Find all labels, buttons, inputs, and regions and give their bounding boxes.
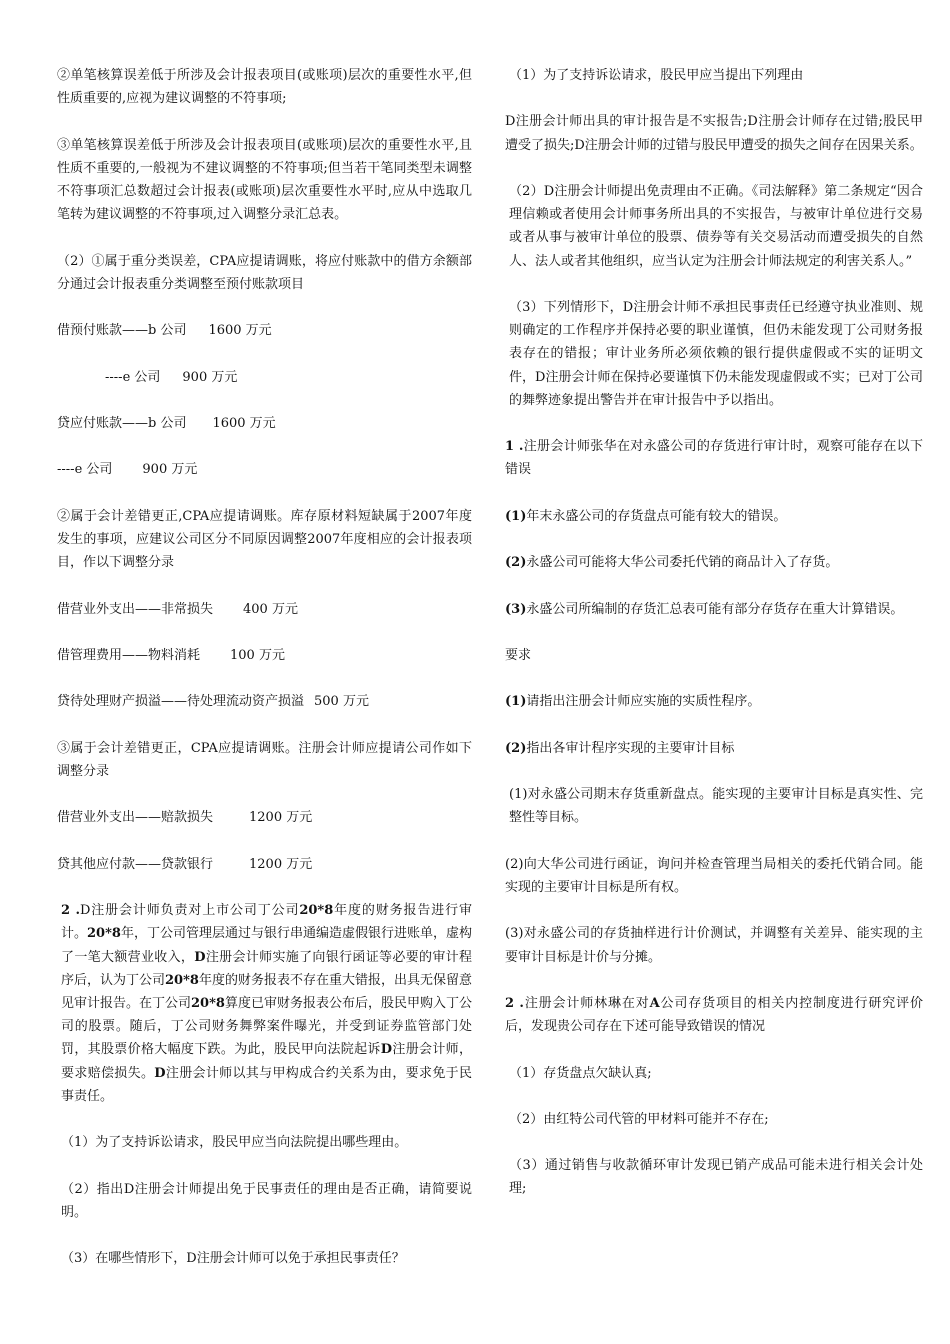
question-number: 2 .	[61, 903, 80, 919]
item-text: 年末永盛公司的存货盘点可能有较大的错误。	[526, 508, 787, 524]
condition-item: （1）存货盘点欠缺认真;	[509, 1065, 652, 1081]
journal-entry	[57, 806, 472, 829]
entry-amount: 900 万元	[182, 369, 238, 385]
question-1	[505, 435, 923, 481]
question-2	[57, 899, 472, 1108]
journal-entry	[57, 458, 472, 481]
answer-item: (2)向大华公司进行函证，询问并检查管理当局相关的委托代销合同。能实现的主要审计目标是所有权。	[505, 856, 923, 895]
entry-account: 借营业外支出——赔款损失	[57, 810, 214, 826]
requirement-item	[505, 690, 923, 713]
paragraph: ②单笔核算误差低于所涉及会计报表项目(或账项)层次的重要性水平,但性质重要的,应视为建议调整的不符事项;	[57, 68, 472, 107]
answer-1-heading: （1）为了支持诉讼请求，股民甲应当提出下列理由	[509, 68, 804, 83]
item-number: (3)	[505, 601, 527, 617]
item-number: (1)	[505, 508, 527, 524]
inline-bold: D	[380, 1042, 393, 1058]
text-run: 注册会计师张华在对永盛公司的存货进行审计时，观察可能存在以下错误	[505, 439, 923, 478]
inline-bold: 20*8	[299, 903, 334, 919]
error-item	[505, 505, 923, 528]
entry-account: 借预付账款——b 公司	[57, 323, 187, 339]
journal-entry	[57, 853, 472, 876]
question-number: 2 .	[505, 995, 524, 1011]
item-number: (2)	[505, 740, 527, 756]
text-run: 年，丁公司管理层通过与银行串通编造虚假银行进账单，虚构了一笔大额营业收入，	[61, 926, 472, 965]
entry-amount: 500 万元	[314, 694, 369, 710]
condition-item: （3）通过销售与收款循环审计发现已销产成品可能未进行相关会计处理;	[509, 1158, 923, 1197]
text-run: 年度的财务报表不存在重大错报，出具无保留意见审计报告。在丁公司	[61, 972, 472, 1011]
paragraph: （2）①属于重分类误差，CPA应提请调账，将应付账款中的借方余额部分通过会计报表重分类调整至预付账款项目	[57, 253, 472, 292]
question-number: 1 .	[505, 439, 524, 455]
entry-account: 借营业外支出——非常损失	[57, 601, 214, 617]
item-text: 请指出注册会计师应实施的实质性程序。	[526, 694, 761, 710]
answer-3: （3）下列情形下，D注册会计师不承担民事责任已经遵守执业准则、规则确定的工作程序并保持必要的职业谨慎，但仍未能发现丁公司财务报表存在的错报；审计业务所必须依赖的银行提供虚假或不实的证明文件，D注册会计师在保持必要谨慎下仍未能发现虚假或不实；已对丁公司的舞弊迹象提出警告并在审计报告中予以指出。	[509, 299, 923, 408]
item-number: (2)	[505, 555, 527, 571]
journal-entry	[57, 598, 472, 621]
inline-bold: 20*8	[191, 995, 225, 1011]
text-run: 注册会计师林琳在对	[523, 995, 650, 1011]
item-text: 指出各审计程序实现的主要审计目标	[526, 740, 735, 756]
sub-question: （2）指出D注册会计师提出免于民事责任的理由是否正确，请简要说明。	[61, 1181, 472, 1220]
journal-entry	[57, 319, 472, 342]
entry-account: 贷其他应付款——贷款银行	[57, 856, 214, 872]
entry-amount: 1200 万元	[249, 856, 313, 872]
item-text: 永盛公司所编制的存货汇总表可能有部分存货存在重大计算错误。	[526, 601, 904, 617]
answer-item: (3)对永盛公司的存货抽样进行计价测试，并调整有关差异、能实现的主要审计目标是计价与分摊。	[505, 926, 923, 965]
item-number: (1)	[505, 694, 527, 710]
journal-entry	[57, 366, 472, 389]
journal-entry	[57, 644, 472, 667]
entry-amount: 1600 万元	[212, 415, 276, 431]
answer-1-body: D注册会计师出具的审计报告是不实报告;D注册会计师存在过错;股民甲遭受了损失;D注册会计师的过错与股民甲遭受的损失之间存在因果关系。	[505, 114, 923, 153]
inline-bold: D	[194, 949, 206, 965]
paragraph: ③属于会计差错更正，CPA应提请调账。注册会计师应提请公司作如下调整分录	[57, 740, 472, 779]
entry-account: 借管理费用——物料消耗	[57, 647, 201, 663]
inline-bold: A	[649, 995, 660, 1011]
paragraph: ②属于会计差错更正,CPA应提请调账。库存原材料短缺属于2007年度发生的事项，应建议公司区分不同原因调整2007年度相应的会计报表项目，作以下调整分录	[57, 508, 472, 571]
entry-amount: 1600 万元	[208, 323, 272, 339]
entry-account: ----e 公司	[57, 462, 113, 478]
entry-amount: 900 万元	[142, 462, 198, 478]
entry-amount: 400 万元	[243, 601, 298, 617]
text-run: D注册会计师负责对上市公司丁公司	[79, 903, 300, 919]
right-column	[505, 64, 923, 1201]
text-run: 年度的财务报告进行审计。	[61, 903, 472, 942]
entry-amount: 100 万元	[230, 647, 285, 663]
requirement-item	[505, 737, 923, 760]
text-run: 注册会计师实施了向银行函证等必要的审计程序后，认为丁公司	[61, 949, 472, 988]
answer-2: （2）D注册会计师提出免责理由不正确。《司法解释》第二条规定“因合理信赖或者使用会计师事务所出具的不实报告，与被审计单位进行交易或者从事与被审计单位的股票、债券等有关交易活动而遭受损失的自然人、法人或者其他组织，应当认定为注册会计师法规定的利害关系人。”	[509, 183, 923, 269]
sub-question: （1）为了支持诉讼请求，股民甲应当向法院提出哪些理由。	[61, 1135, 408, 1151]
sub-question: （3）在哪些情形下，D注册会计师可以免于承担民事责任？	[61, 1251, 405, 1267]
text-run: 注册会计师以其与甲构成合约关系为由，要求免于民事责任。	[61, 1065, 472, 1104]
question-2	[505, 992, 923, 1038]
journal-entry	[57, 690, 472, 713]
text-run: 算度已审财务报表公布后，股民甲购入丁公司的股票。随后，丁公司财务舞弊案件曝光，并受到证券监管部门处罚，其股票价格大幅度下跌。为此，股民甲向法院起诉	[61, 995, 472, 1058]
inline-bold: 20*8	[165, 972, 199, 988]
item-text: 永盛公司可能将大华公司委托代销的商品计入了存货。	[526, 555, 839, 571]
text-run: 注册会计师，要求赔偿损失。	[61, 1042, 472, 1081]
entry-amount: 1200 万元	[249, 810, 313, 826]
error-item	[505, 598, 923, 621]
entry-account: ----e 公司	[105, 369, 161, 385]
requirement-heading: 要求	[505, 647, 532, 663]
text-run: 公司存货项目的相关内控制度进行研究评价后，发现贵公司存在下述可能导致错误的情况	[505, 995, 923, 1035]
error-item	[505, 551, 923, 574]
left-column	[57, 64, 472, 1270]
inline-bold: 20*8	[87, 926, 121, 942]
journal-entry	[57, 412, 472, 435]
paragraph: ③单笔核算误差低于所涉及会计报表项目(或账项)层次的重要性水平,且性质不重要的,一般视为不建议调整的不符事项;但当若干笔同类型未调整不符事项汇总数超过会计报表(或账项)层次重要性水平时,应从中选取几笔转为建议调整的不符事项,过入调整分录汇总表。	[57, 137, 472, 223]
entry-account: 贷待处理财产损溢——待处理流动资产损溢	[57, 694, 305, 710]
condition-item: （2）由红特公司代管的甲材料可能并不存在;	[509, 1111, 769, 1127]
answer-item: (1)对永盛公司期末存货重新盘点。能实现的主要审计目标是真实性、完整性等目标。	[509, 787, 923, 826]
inline-bold: D	[154, 1065, 166, 1081]
entry-account: 贷应付账款——b 公司	[57, 415, 187, 431]
